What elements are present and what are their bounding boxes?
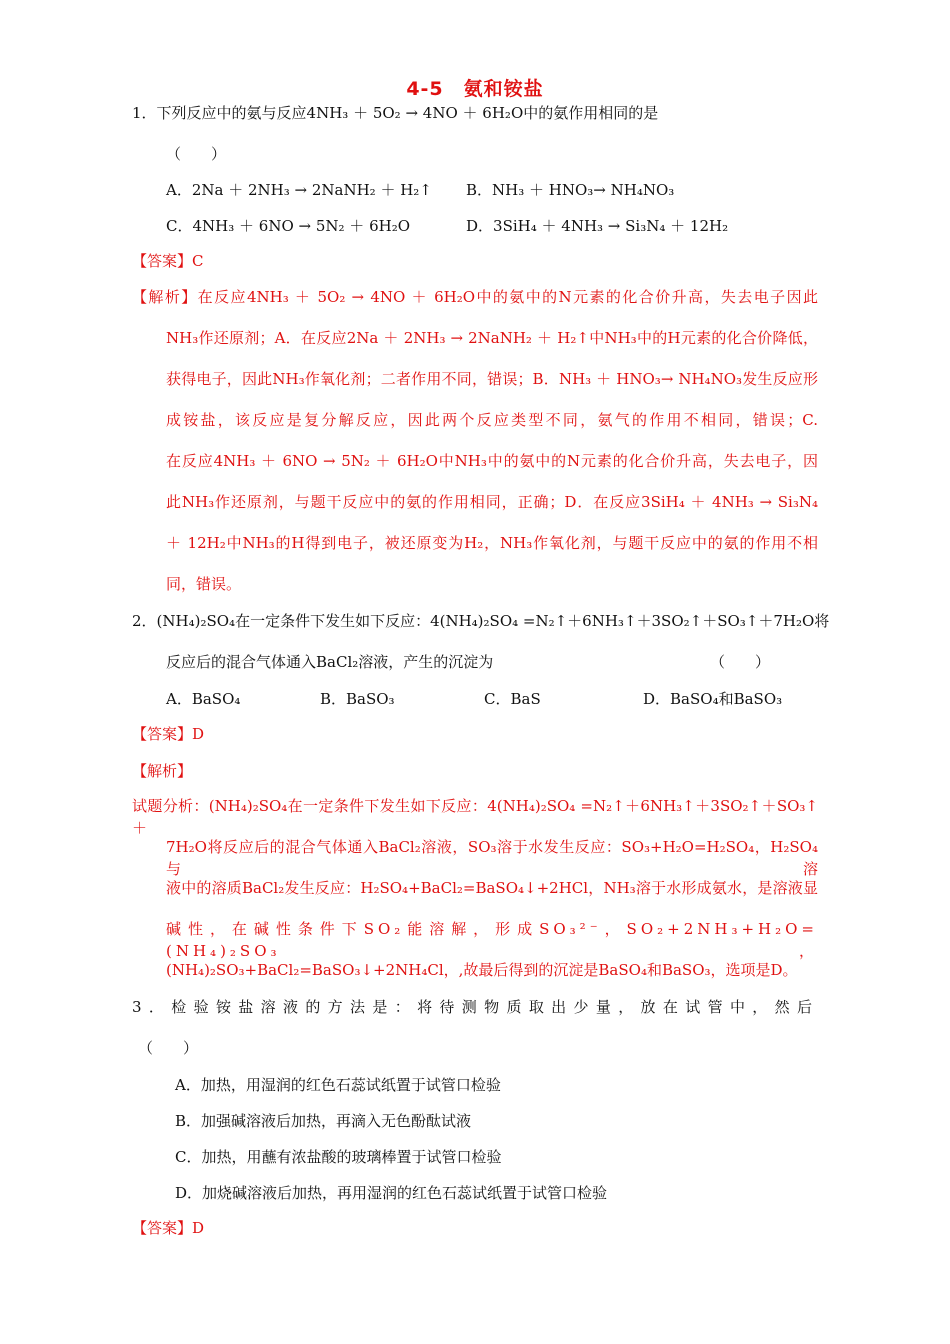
q1-analysis-line: NH₃作还原剂；A．在反应2Na ＋ 2NH₃ → 2NaNH₂ ＋ H₂↑中NH₃中的H元素的化合价降低， [166,329,818,347]
q2-analysis-line: 7H₂O将反应后的混合气体通入BaCl₂溶液，SO₃溶于水发生反应：SO₃+H₂O=H₂SO₄，H₂SO₄与溶 [166,838,818,878]
q1-analysis-line: 获得电子，因此NH₃作氧化剂；二者作用不同，错误；B．NH₃ ＋ HNO₃→ NH₄NO₃发生反应形 [166,370,818,388]
q1-analysis-line: 【解析】在反应4NH₃ ＋ 5O₂ → 4NO ＋ 6H₂O中的氨中的N元素的化合价升高，失去电子因此 [132,288,818,306]
q1-paren: （ ） [166,145,227,163]
q1-analysis-line: 在反应4NH₃ ＋ 6NO → 5N₂ ＋ 6H₂O中NH₃中的氨中的N元素的化合价升高，失去电子，因 [166,452,818,470]
q2-analysis-line: 液中的溶质BaCl₂发生反应：H₂SO₄+BaCl₂=BaSO₄↓+2HCl，NH₃溶于水形成氨水，是溶液显 [166,879,818,897]
page-title: 4-5 氨和铵盐 [406,78,544,100]
q1-answer: 【答案】C [132,252,204,270]
q2-paren: （ ） [710,653,771,671]
q3-option-c: C．加热，用蘸有浓盐酸的玻璃棒置于试管口检验 [175,1148,502,1166]
q2-option-b: B．BaSO₃ [320,690,395,708]
q2-analysis-label: 【解析】 [132,762,193,780]
q2-option-a: A．BaSO₄ [166,690,241,708]
q2-answer: 【答案】D [132,725,205,743]
q2-analysis-line: 碱性，在碱性条件下SO₂能溶解，形成SO₃²⁻，SO₂+2NH₃+H₂O=(NH₄)₂SO₃， [166,920,818,960]
q1-option-d: D．3SiH₄ ＋ 4NH₃ → Si₃N₄ ＋ 12H₂ [466,217,729,235]
q2-option-d: D．BaSO₄和BaSO₃ [643,690,783,708]
q1-analysis-line: 成铵盐，该反应是复分解反应，因此两个反应类型不同，氨气的作用不相同，错误；C. [166,411,818,429]
q2-stem-line2: 反应后的混合气体通入BaCl₂溶液，产生的沉淀为 [166,653,494,671]
q1-analysis-line: 同，错误。 [166,575,242,593]
q2-stem: 2．(NH₄)₂SO₄在一定条件下发生如下反应：4(NH₄)₂SO₄ =N₂↑＋6NH₃↑＋3SO₂↑＋SO₃↑＋7H₂O将 [132,612,830,630]
q2-analysis-line: (NH₄)₂SO₃+BaCl₂=BaSO₃↓+2NH₄Cl，,故最后得到的沉淀是BaSO₄和BaSO₃，选项是D。 [166,961,798,979]
q1-option-b: B．NH₃ ＋ HNO₃→ NH₄NO₃ [466,181,675,199]
q3-stem: 3．检验铵盐溶液的方法是：将待测物质取出少量，放在试管中，然后 [132,998,818,1016]
q1-analysis-line: 此NH₃作还原剂，与题干反应中的氨的作用相同，正确；D．在反应3SiH₄ ＋ 4NH₃ → Si₃N₄ [166,493,818,511]
q1-option-c: C．4NH₃ ＋ 6NO → 5N₂ ＋ 6H₂O [166,217,410,235]
q1-analysis-line: ＋ 12H₂中NH₃的H得到电子，被还原变为H₂，NH₃作氧化剂，与题干反应中的氨的作用不相 [166,534,818,552]
q3-paren: （ ） [138,1039,199,1057]
q3-option-d: D．加烧碱溶液后加热，再用湿润的红色石蕊试纸置于试管口检验 [175,1184,608,1202]
q3-answer: 【答案】D [132,1219,205,1237]
q1-stem: 1．下列反应中的氨与反应4NH₃ ＋ 5O₂ → 4NO ＋ 6H₂O中的氨作用相同的是 [132,104,659,122]
q2-analysis-line: 试题分析：(NH₄)₂SO₄在一定条件下发生如下反应：4(NH₄)₂SO₄ =N₂↑＋6NH₃↑＋3SO₂↑＋SO₃↑＋ [132,797,818,837]
q3-option-a: A．加热，用湿润的红色石蕊试纸置于试管口检验 [175,1076,501,1094]
q3-option-b: B．加强碱溶液后加热，再滴入无色酚酞试液 [175,1112,472,1130]
q2-option-c: C．BaS [484,690,541,708]
q1-option-a: A．2Na ＋ 2NH₃ → 2NaNH₂ ＋ H₂↑ [166,181,432,199]
